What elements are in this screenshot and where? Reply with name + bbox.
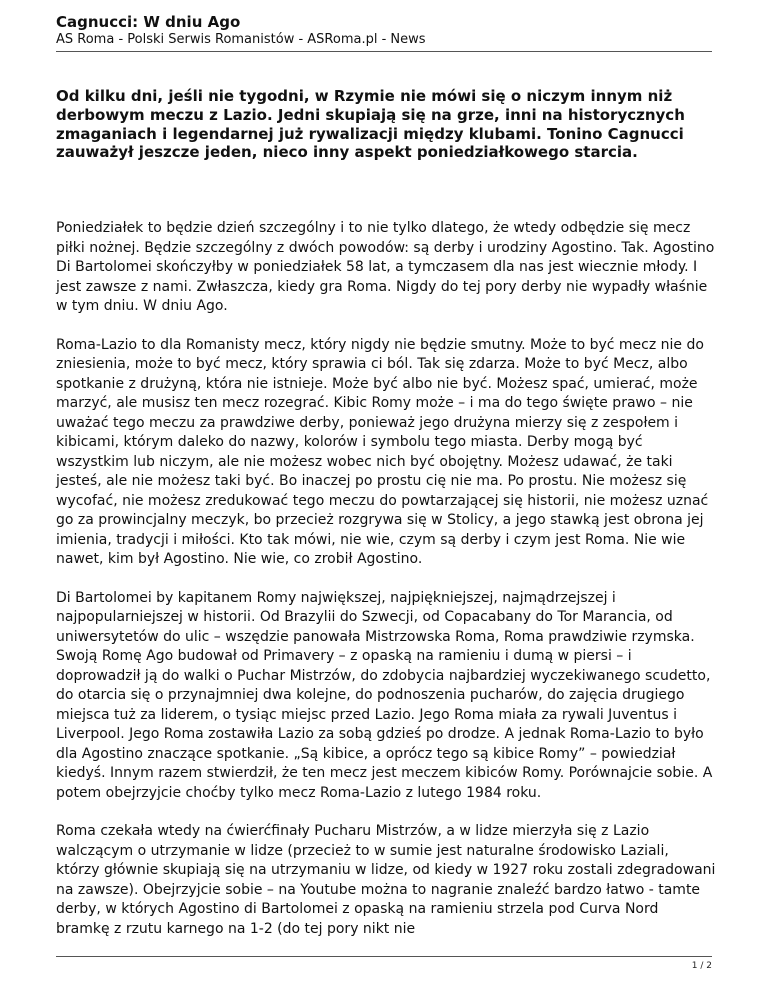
article-paragraph: Roma czekała wtedy na ćwierćfinały Pucharu Mistrzów, a w lidze mierzyła się z Lazio walczącym o utrzymanie w lidze (przecież to w sumie jest naturalne środowisko Laziali, którzy głównie skupiają się na utrzymaniu w lidze, od kiedy w 1927 roku zostali zdegradowani na zawsze). Obejrzyjcie sobie – na Youtube można to nagranie znaleźć bardzo łatwo - tamte derby, w których Agostino di Bartolomei z opaską na ramieniu strzela pod Curva Nord bramkę z rzutu karnego na 1-2 (do tej pory nikt nie	[56, 823, 716, 937]
page-header	[56, 13, 712, 48]
article-lead: Od kilku dni, jeśli nie tygodni, w Rzymie nie mówi się o niczym innym niż derbowym meczu z Lazio. Jedni skupiają się na grze, inni na historycznych zmaganiach i legendarnej już rywalizacji między klubami. Tonino Cagnucci zauważył jeszcze jeden, nieco inny aspekt poniedziałkowego starcia.	[56, 87, 685, 162]
page-number: 1 / 2	[691, 961, 712, 971]
header-divider	[56, 51, 712, 52]
footer-divider	[56, 956, 712, 957]
article-paragraph: Poniedziałek to będzie dzień szczególny i to nie tylko dlatego, że wtedy odbędzie się mecz piłki nożnej. Będzie szczególny z dwóch powodów: są derby i urodziny Agostino. Tak. Agostino Di Bartolomei skończyłby w poniedziałek 58 lat, a tymczasem dla nas jest wiecznie młody. I jest zawsze z nami. Zwłaszcza, kiedy gra Roma. Nigdy do tej pory derby nie wypadły właśnie w tym dniu. W dniu Ago.	[56, 220, 715, 315]
article-body	[56, 87, 716, 958]
document-title: Cagnucci: W dniu Ago	[56, 13, 241, 31]
site-subtitle: AS Roma - Polski Serwis Romanistów - ASRoma.pl - News	[56, 32, 426, 47]
article-paragraph: Roma-Lazio to dla Romanisty mecz, który nigdy nie będzie smutny. Może to być mecz nie do zniesienia, może to być mecz, który sprawia ci ból. Tak się zdarza. Może to być Mecz, albo spotkanie z drużyną, która nie istnieje. Może być albo nie być. Możesz spać, umierać, może marzyć, ale musisz ten mecz rozegrać. Kibic Romy może – i ma do tego święte prawo – nie uważać tego meczu za prawdziwe derby, ponieważ jego drużyna mierzy się z zespołem i kibicami, którym daleko do nazwy, kolorów i symbolu tego miasta. Derby mogą być wszystkim lub niczym, ale nie możesz wobec nich być obojętny. Możesz udawać, że taki jesteś, ale nie możesz taki być. Bo inaczej po prostu cię nie ma. Po prostu. Nie możesz się wycofać, nie możesz zredukować tego meczu do powtarzającej się historii, nie możesz uznać go za prowincjalny meczyk, bo przecież rozgrywa się w Stolicy, a jego stawką jest obrona jej imienia, tradycji i miłości. Kto tak mówi, nie wie, czym są derby i czym jest Roma. Nie wie nawet, kim był Agostino. Nie wie, co zrobił Agostino.	[56, 336, 709, 568]
article-paragraph: Di Bartolomei by kapitanem Romy największej, najpiękniejszej, najmądrzejszej i najpopularniejszej w historii. Od Brazylii do Szwecji, od Copacabany do Tor Marancia, od uniwersytetów do ulic – wszędzie panowała Mistrzowska Roma, Roma prawdziwie rzymska. Swoją Romę Ago budował od Primavery – z opaską na ramieniu i dumą w piersi – i doprowadził ją do walki o Puchar Mistrzów, do zdobycia najbardziej wyczekiwanego scudetto, do otarcia się o przynajmniej dwa kolejne, do podnoszenia pucharów, do zajęcia drugiego miejsca tuż za liderem, o tysiąc miejsc przed Lazio. Jego Roma miała za rywali Juventus i Liverpool. Jego Roma zostawiła Lazio za sobą gdzieś po drodze. A jednak Roma-Lazio to było dla Agostino znaczące spotkanie. „Są kibice, a oprócz tego są kibice Romy” – powiedział kiedyś. Innym razem stwierdził, że ten mecz jest meczem kibiców Romy. Porównajcie sobie. A potem obejrzyjcie choćby tylko mecz Roma-Lazio z lutego 1984 roku.	[56, 589, 713, 801]
